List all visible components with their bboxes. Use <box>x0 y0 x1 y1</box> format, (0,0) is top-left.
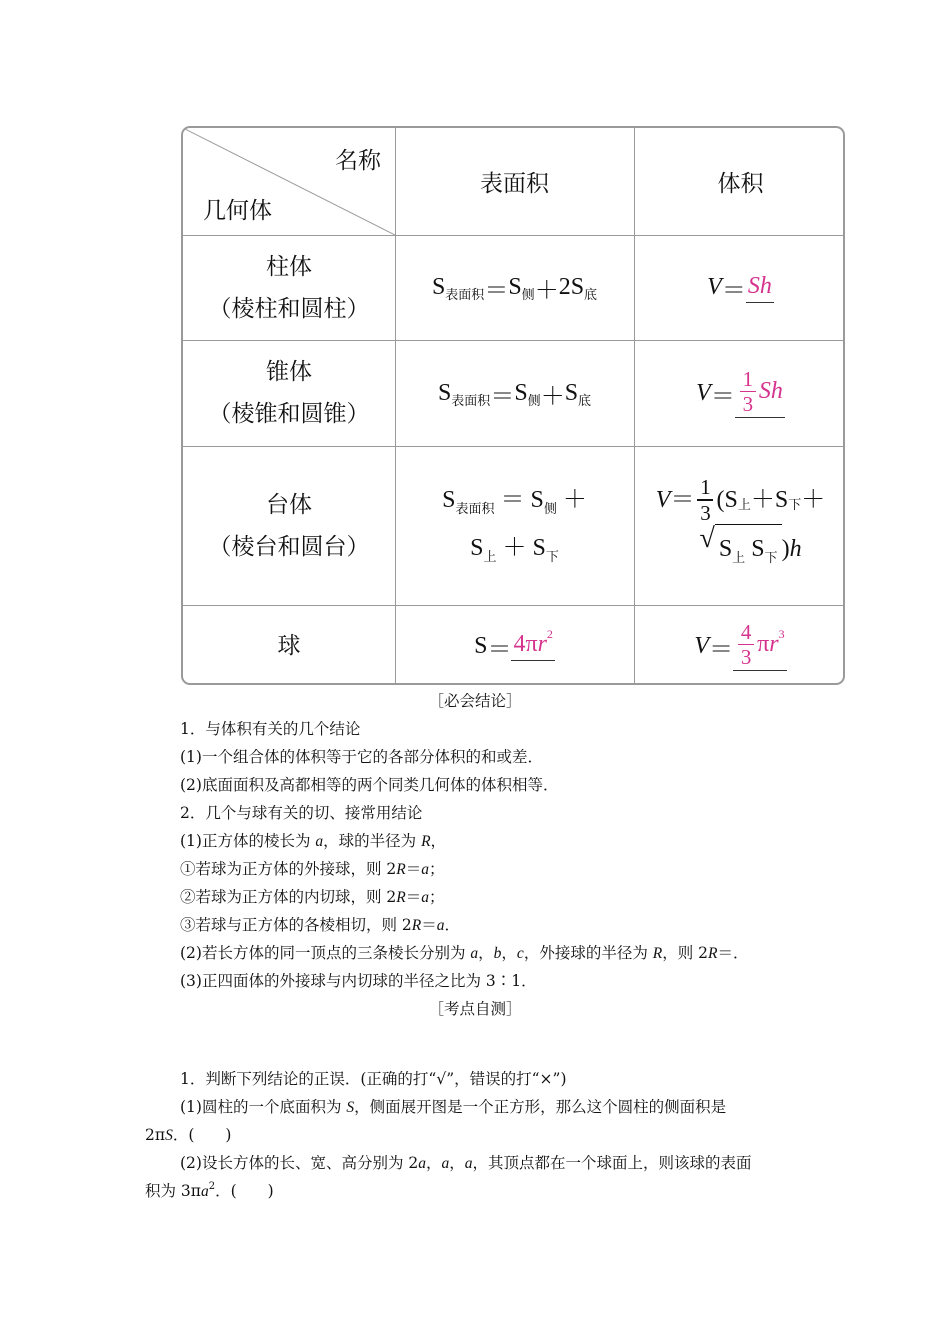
paragraph: ②若球为正方体的内切球，则 2R＝a； <box>180 888 445 906</box>
question: 2πS．( ) <box>145 1126 232 1144</box>
section-title-self-test: ［考点自测］ <box>428 1000 522 1018</box>
sqrt-sign: √ $S_上$ $S_下$ <box>699 524 781 575</box>
solid-examples: （棱锥和圆锥） <box>208 401 370 427</box>
paragraph: 1．与体积有关的几个结论 <box>180 720 361 738</box>
header-solid-label: 几何体 <box>203 197 272 224</box>
header-surface-area: 表面积 <box>480 171 549 197</box>
header-name-label: 名称 <box>335 147 381 174</box>
solid-name: 球 <box>277 633 301 659</box>
answer-blank: $\frac{1}{3}$ Sh <box>735 368 785 419</box>
prism-surface-formula: S 表面积 ＝ S 侧 ＋ 2 S 底 <box>431 274 598 304</box>
sphere-volume-formula: V ＝ $\frac{4}{3}$ π r 3 <box>694 619 785 670</box>
paragraph: ①若球为正方体的外接球，则 2R＝a； <box>180 860 445 878</box>
answer-blank: Sh <box>746 273 774 303</box>
paragraph: (1)一个组合体的体积等于它的各部分体积的和或差． <box>180 748 543 766</box>
paragraph: (2)若长方体的同一顶点的三条棱长分别为 a，b，c，外接球的半径为 R，则 2R＝． <box>180 944 749 962</box>
solid-name: 锥体 <box>266 359 312 385</box>
prism-volume-formula: V ＝ Sh <box>707 272 772 304</box>
row-prism-name <box>183 235 395 340</box>
row-sphere-name <box>183 605 395 685</box>
solid-name: 台体 <box>266 491 312 518</box>
paragraph: (3)正四面体的外接球与内切球的半径之比为 3∶1． <box>180 972 537 990</box>
section-title-conclusions: ［必会结论］ <box>428 692 522 710</box>
solid-name: 柱体 <box>266 253 312 280</box>
row-pyramid-name <box>183 340 395 446</box>
paragraph: (2)底面面积及高都相等的两个同类几何体的体积相等． <box>180 776 559 794</box>
row-frustum-name <box>183 446 395 605</box>
question: (1)圆柱的一个底面积为 S，侧面展开图是一个正方形，那么这个圆柱的侧面积是 <box>180 1098 727 1116</box>
solid-examples: （棱柱和圆柱） <box>208 295 370 322</box>
formula-table <box>181 126 845 685</box>
pyramid-surface-formula: S 表面积 ＝ S 侧 ＋ S 底 <box>437 379 592 410</box>
paragraph: (1)正方体的棱长为 a，球的半径为 R， <box>180 832 447 850</box>
answer-blank: 4π r 2 <box>511 631 554 661</box>
paragraph: ③若球与正方体的各棱相切，则 2R＝a． <box>180 916 461 934</box>
sphere-surface-formula: S ＝ 4π r 2 <box>474 627 553 663</box>
solid-examples: （棱台和圆台） <box>208 533 370 560</box>
frustum-surface-formula: $S_{表面积} = S_侧$ ＋ $S_上 + S_下$ <box>442 486 587 565</box>
paragraph: 2．几个与球有关的切、接常用结论 <box>180 804 423 822</box>
question: 积为 $3\pi a^2$．( ) <box>145 1181 274 1200</box>
header-volume: 体积 <box>717 171 764 197</box>
answer-blank: $\frac{4}{3}$ π r 3 <box>733 621 786 672</box>
question: (2)设长方体的长、宽、高分别为 2a，a，a，其顶点都在一个球面上，则该球的表面 <box>180 1154 752 1172</box>
question: 1．判断下列结论的正误．(正确的打“√”，错误的打“×”) <box>180 1070 567 1088</box>
pyramid-volume-formula: V ＝ $\frac{1}{3}$ Sh <box>696 366 783 417</box>
frustum-volume-formula: V ＝ $\frac{1}{3}$ ( S 上 ＋ S 下 ＋ √ $S_上$ $S_下$ ) h <box>634 446 845 605</box>
